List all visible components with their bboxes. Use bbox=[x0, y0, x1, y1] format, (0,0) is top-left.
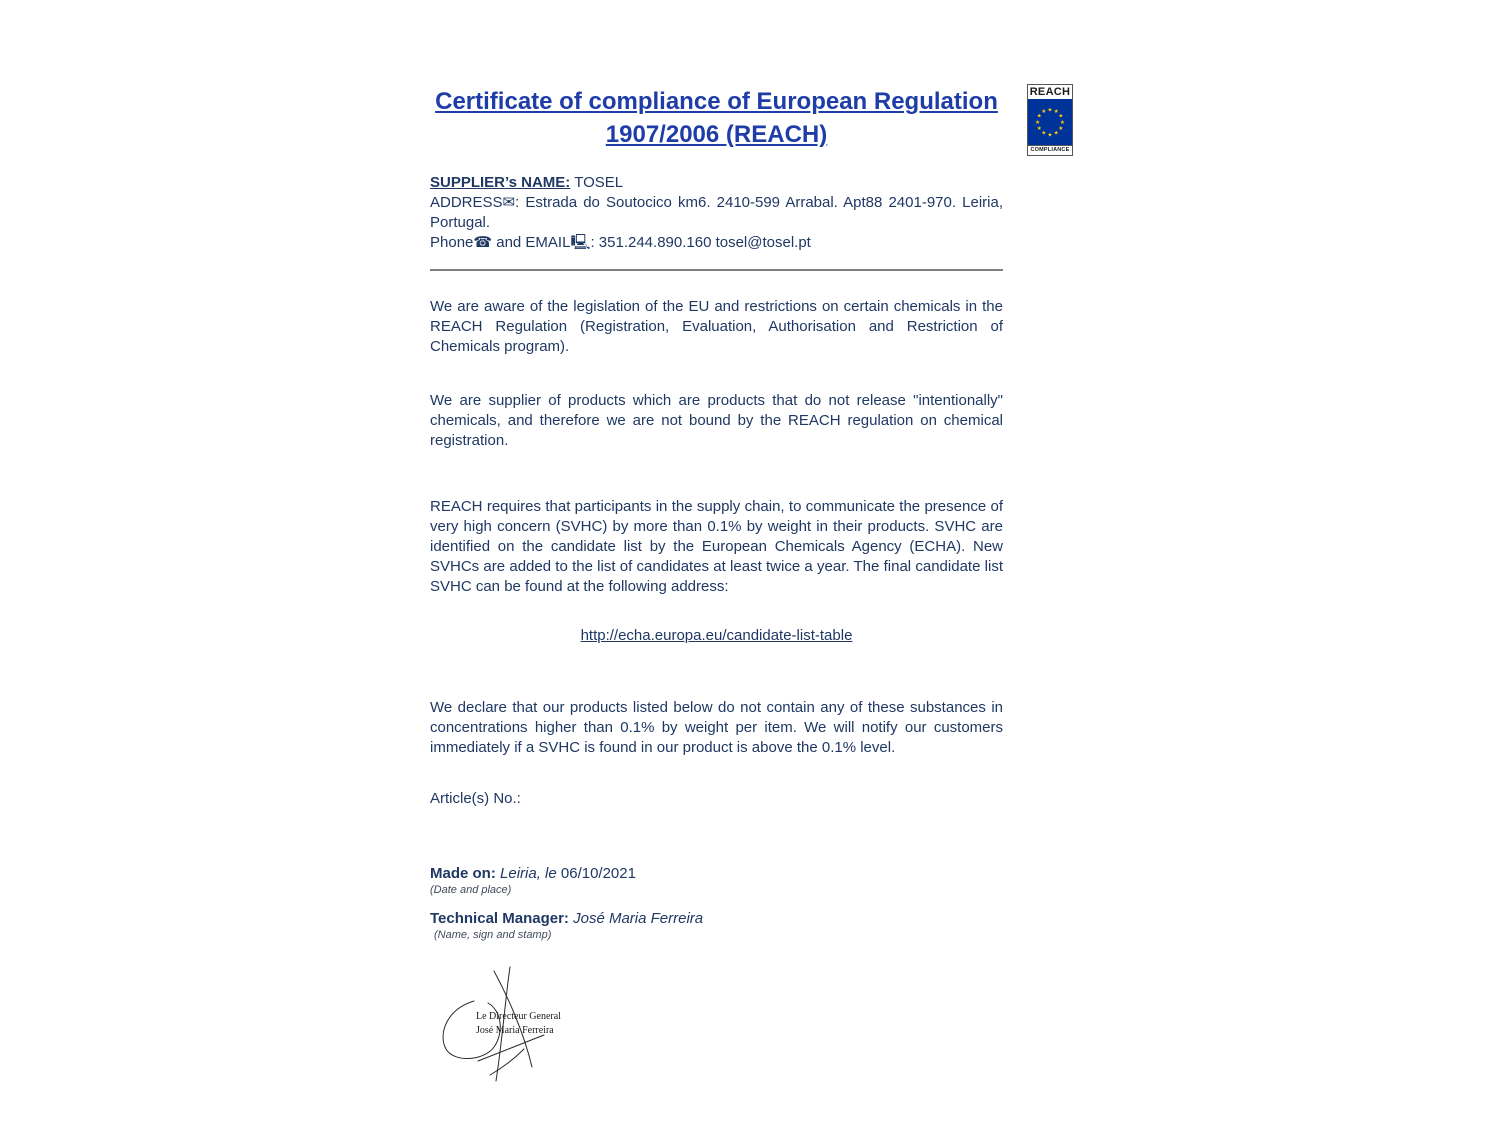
svg-text:★: ★ bbox=[1053, 109, 1059, 116]
header-divider bbox=[430, 269, 1003, 271]
candidate-list-link[interactable]: http://echa.europa.eu/candidate-list-table bbox=[580, 627, 853, 644]
date-place-caption: (Date and place) bbox=[430, 884, 512, 896]
technical-manager-row bbox=[430, 910, 1003, 927]
envelope-icon: ✉ bbox=[502, 194, 516, 211]
reach-logo-compliance-label: COMPLIANCE bbox=[1028, 145, 1072, 155]
svg-text:★: ★ bbox=[1053, 130, 1059, 137]
eu-stars-icon bbox=[1028, 99, 1072, 145]
paragraph-supplier-statement: We are supplier of products which are products that do not release "intentionally" chemicals, and therefore we are not bound by the REACH regulation on chemical registration. bbox=[430, 392, 1003, 449]
svg-text:★: ★ bbox=[1058, 126, 1064, 133]
reach-compliance-logo bbox=[1027, 84, 1073, 156]
articles-number-label: Article(s) No.: bbox=[430, 790, 521, 807]
phone-email-value: : 351.244.890.160 tosel@tosel.pt bbox=[590, 234, 811, 251]
paragraph-declaration: We declare that our products listed below do not contain any of these substances in concentrations higher than 0.1% by weight per item. We will notify our customers immediately if a SVHC is found in our product is above the 0.1% level. bbox=[430, 699, 1003, 756]
made-on-row bbox=[430, 865, 1003, 882]
svg-text:★: ★ bbox=[1036, 113, 1042, 120]
candidate-list-link-row bbox=[430, 627, 1003, 644]
svg-text:★: ★ bbox=[1041, 130, 1047, 137]
signature-block bbox=[432, 963, 612, 1093]
email-label: and EMAIL bbox=[492, 234, 571, 251]
computer-icon: 🖳 bbox=[570, 234, 591, 251]
paragraph-svhc-requirements: REACH requires that participants in the supply chain, to communicate the presence of very high concern (SVHC) by more than 0.1% by weight in their products. SVHC are identified on the candidate list by the European Chemicals Agency (ECHA). New SVHCs are added to the list of candidates at least twice a year. The final candidate list SVHC can be found at the following address: bbox=[430, 498, 1003, 595]
svg-text:★: ★ bbox=[1047, 107, 1053, 114]
document-content bbox=[430, 85, 1003, 1093]
page-title bbox=[430, 85, 1003, 151]
name-sign-stamp-caption: (Name, sign and stamp) bbox=[434, 929, 552, 941]
page-title-line2: 1907/2006 (REACH) bbox=[605, 121, 828, 148]
signature-text-line2: José Maria Ferreira bbox=[476, 1025, 554, 1036]
svg-text:★: ★ bbox=[1058, 113, 1064, 120]
made-on-place: Leiria, le bbox=[495, 865, 561, 882]
svg-text:★: ★ bbox=[1036, 126, 1042, 133]
address-label: ADDRESS bbox=[430, 194, 503, 211]
svg-text:★: ★ bbox=[1047, 132, 1053, 139]
phone-icon: ☎ bbox=[473, 234, 493, 251]
page-title-line1: Certificate of compliance of European Regulation bbox=[435, 88, 998, 115]
svg-text:★: ★ bbox=[1059, 119, 1066, 126]
svg-text:★: ★ bbox=[1041, 109, 1047, 116]
technical-manager-name: José Maria Ferreira bbox=[568, 910, 704, 927]
svg-text:★: ★ bbox=[1034, 119, 1041, 126]
supplier-block bbox=[430, 173, 1003, 253]
made-on-date: 06/10/2021 bbox=[560, 865, 636, 882]
supplier-name-value: TOSEL bbox=[570, 174, 624, 191]
supplier-name-label: SUPPLIER’s NAME: bbox=[430, 174, 571, 191]
paragraph-reach-awareness: We are aware of the legislation of the EU and restrictions on certain chemicals in the REACH Regulation (Registration, Evaluation, Authorisation and Restriction of Chemicals program). bbox=[430, 298, 1003, 355]
made-on-label: Made on: bbox=[430, 865, 496, 882]
phone-label: Phone bbox=[430, 234, 474, 251]
signature-text-line1: Le Directeur General bbox=[476, 1011, 561, 1022]
reach-logo-title: REACH bbox=[1029, 86, 1071, 98]
handwritten-signature-icon bbox=[432, 963, 612, 1093]
technical-manager-label: Technical Manager: bbox=[430, 910, 569, 927]
address-value: : Estrada do Soutocico km6. 2410-599 Arrabal. Apt88 2401-970. Leiria, Portugal. bbox=[430, 194, 1003, 231]
